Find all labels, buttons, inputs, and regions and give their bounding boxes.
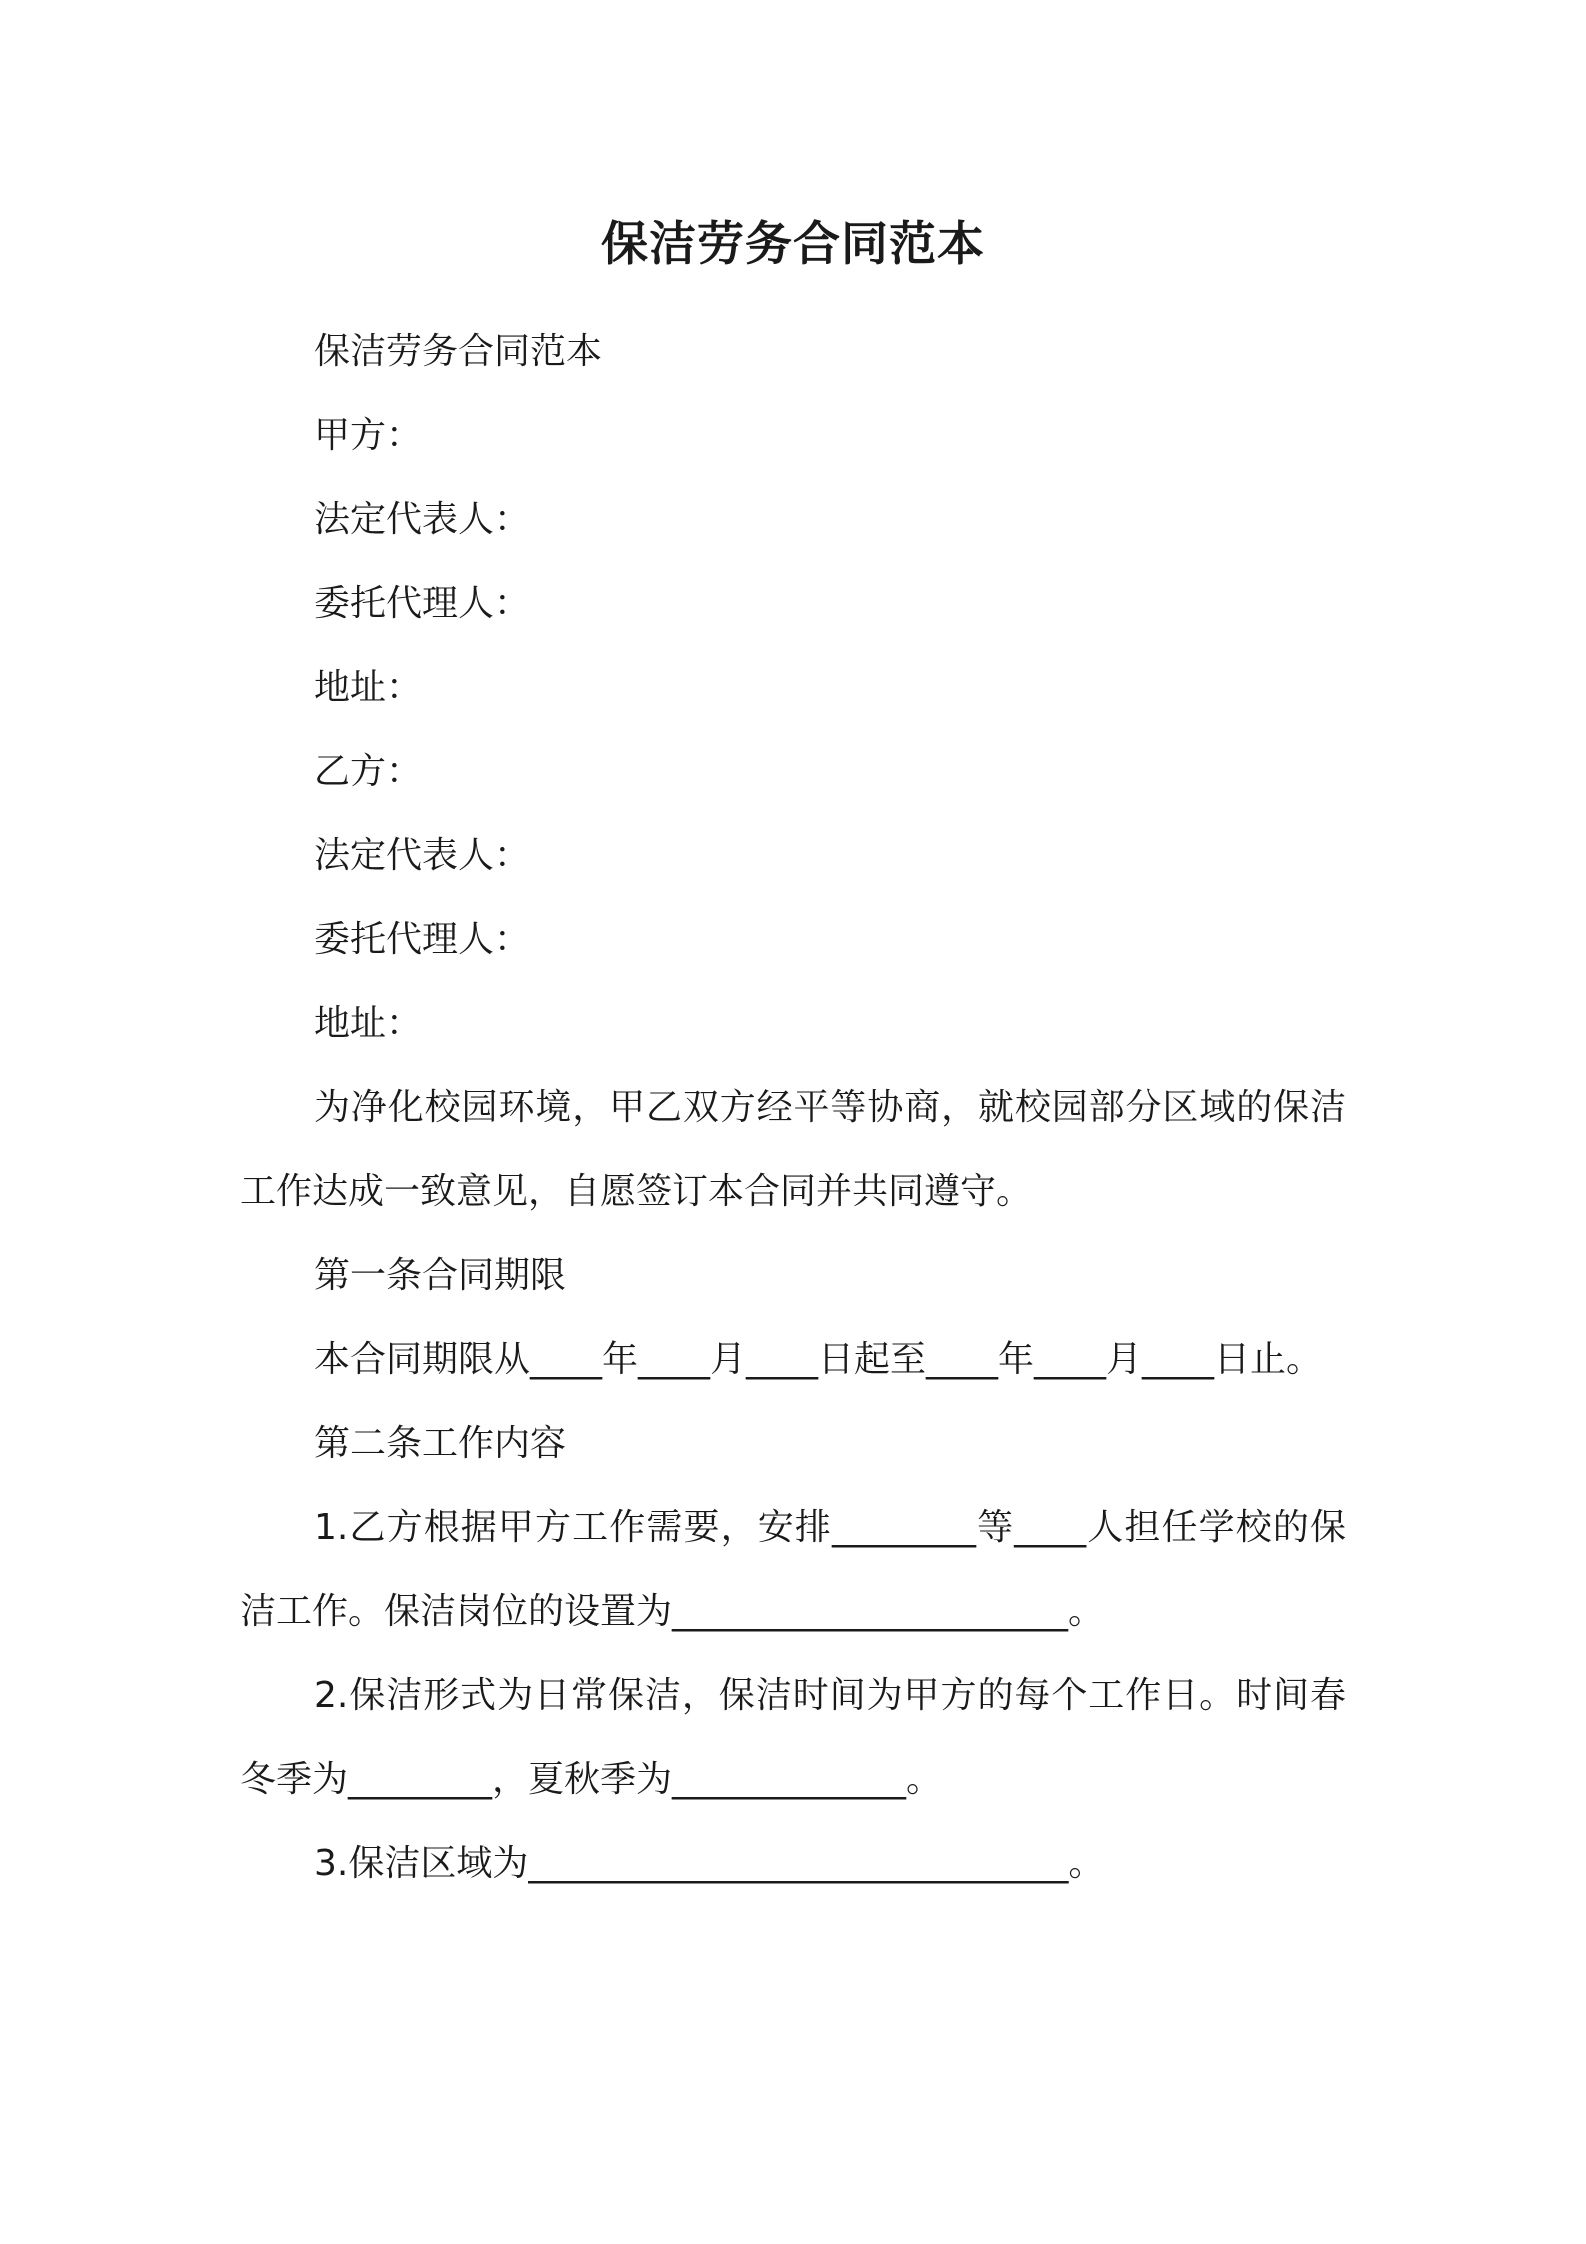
preamble-paragraph: 为净化校园环境，甲乙双方经平等协商，就校园部分区域的保洁工作达成一致意见，自愿签订本合同并共同遵守。 xyxy=(240,1087,1346,1212)
party-a-legal-rep: 法定代表人： xyxy=(314,499,531,540)
work-item-3: 3.保洁区域为______________________________。 xyxy=(314,1843,1105,1884)
party-b-label: 乙方： xyxy=(314,751,423,792)
party-a-agent: 委托代理人： xyxy=(314,583,531,624)
party-b-address: 地址： xyxy=(314,1003,423,1044)
article-2-heading: 第二条工作内容 xyxy=(314,1423,567,1464)
work-item-2: 2.保洁形式为日常保洁，保洁时间为甲方的每个工作日。时间春冬季为________，夏秋季为_____________。 xyxy=(240,1675,1346,1800)
article-1-heading: 第一条合同期限 xyxy=(314,1255,567,1296)
party-b-agent: 委托代理人： xyxy=(314,919,531,960)
document-body xyxy=(240,310,1346,1906)
party-a-address: 地址： xyxy=(314,667,423,708)
work-item-1: 1.乙方根据甲方工作需要，安排________等____人担任学校的保洁工作。保洁岗位的设置为______________________。 xyxy=(240,1507,1346,1632)
contract-term-paragraph: 本合同期限从____年____月____日起至____年____月____日止。 xyxy=(314,1339,1323,1380)
party-a-label: 甲方： xyxy=(314,415,423,456)
party-b-legal-rep: 法定代表人： xyxy=(314,835,531,876)
document-title: 保洁劳务合同范本 xyxy=(601,217,985,272)
subtitle-line: 保洁劳务合同范本 xyxy=(314,331,603,372)
